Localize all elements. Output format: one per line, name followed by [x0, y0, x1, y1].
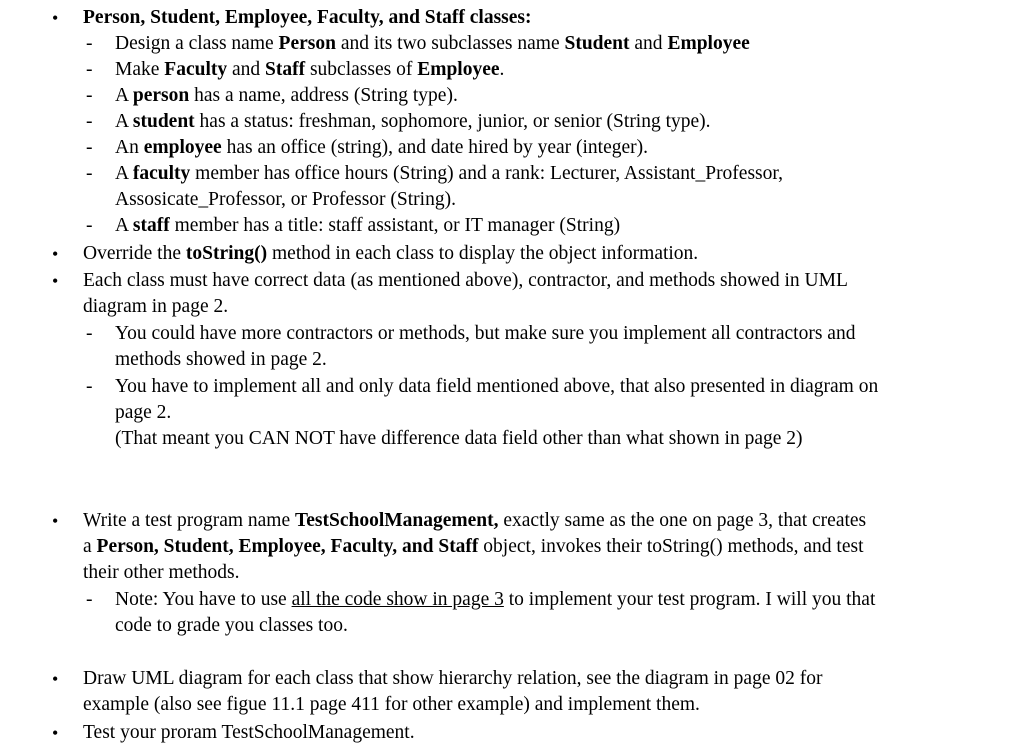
- dash-marker: -: [86, 215, 93, 236]
- dash-marker: -: [86, 137, 93, 158]
- note-item-continued: code to grade you classes too.: [115, 615, 348, 636]
- requirement-item: Make Faculty and Staff subclasses of Employee.: [115, 59, 505, 80]
- dash-marker: -: [86, 323, 93, 344]
- requirement-item: An employee has an office (string), and date hired by year (integer).: [115, 137, 648, 158]
- requirement-text-continued: example (also see figue 11.1 page 411 for other example) and implement them.: [83, 694, 700, 715]
- requirement-text: Write a test program name TestSchoolManagement, exactly same as the one on page 3, that creates: [83, 510, 867, 531]
- requirement-item-continued: Assosicate_Professor, or Professor (String).: [115, 189, 456, 210]
- requirement-item-continued: (That meant you CAN NOT have difference data field other than what shown in page 2): [115, 428, 803, 449]
- requirement-text: Each class must have correct data (as mentioned above), contractor, and methods showed in UML: [83, 270, 848, 291]
- requirement-item: You have to implement all and only data field mentioned above, that also presented in diagram on: [115, 376, 879, 397]
- requirement-text: Draw UML diagram for each class that show hierarchy relation, see the diagram in page 02 for: [83, 668, 823, 689]
- dash-marker: -: [86, 589, 93, 610]
- requirement-item: Design a class name Person and its two subclasses name Student and Employee: [115, 33, 750, 54]
- bullet-icon: •: [52, 271, 59, 291]
- requirement-item: A faculty member has office hours (String) and a rank: Lecturer, Assistant_Professor,: [115, 163, 783, 184]
- bullet-icon: •: [52, 669, 59, 689]
- dash-marker: -: [86, 85, 93, 106]
- requirement-item: You could have more contractors or methods, but make sure you implement all contractors and: [115, 323, 856, 344]
- requirement-text-continued: a Person, Student, Employee, Faculty, and Staff object, invokes their toString() methods, and test: [83, 536, 864, 557]
- underlined-reference: all the code show in page 3: [291, 589, 504, 610]
- requirement-item-continued: methods showed in page 2.: [115, 349, 327, 370]
- bullet-icon: •: [52, 511, 59, 531]
- dash-marker: -: [86, 376, 93, 397]
- requirement-text-continued: diagram in page 2.: [83, 296, 229, 317]
- dash-marker: -: [86, 163, 93, 184]
- bullet-icon: •: [52, 8, 59, 28]
- requirement-item: A staff member has a title: staff assistant, or IT manager (String): [115, 215, 621, 236]
- requirement-item-continued: page 2.: [115, 402, 172, 423]
- note-item: Note: You have to use all the code show in page 3 to implement your test program. I will you that: [115, 589, 876, 610]
- requirement-item: A person has a name, address (String type).: [115, 85, 458, 106]
- bullet-icon: •: [52, 723, 59, 743]
- bullet-icon: •: [52, 244, 59, 264]
- requirement-text-continued: their other methods.: [83, 562, 240, 583]
- section-heading: Person, Student, Employee, Faculty, and Staff classes:: [83, 7, 532, 28]
- requirement-text: Override the toString() method in each class to display the object information.: [83, 243, 699, 264]
- dash-marker: -: [86, 33, 93, 54]
- dash-marker: -: [86, 111, 93, 132]
- dash-marker: -: [86, 59, 93, 80]
- requirement-text: Test your proram TestSchoolManagement.: [83, 722, 415, 743]
- requirement-item: A student has a status: freshman, sophomore, junior, or senior (String type).: [115, 111, 711, 132]
